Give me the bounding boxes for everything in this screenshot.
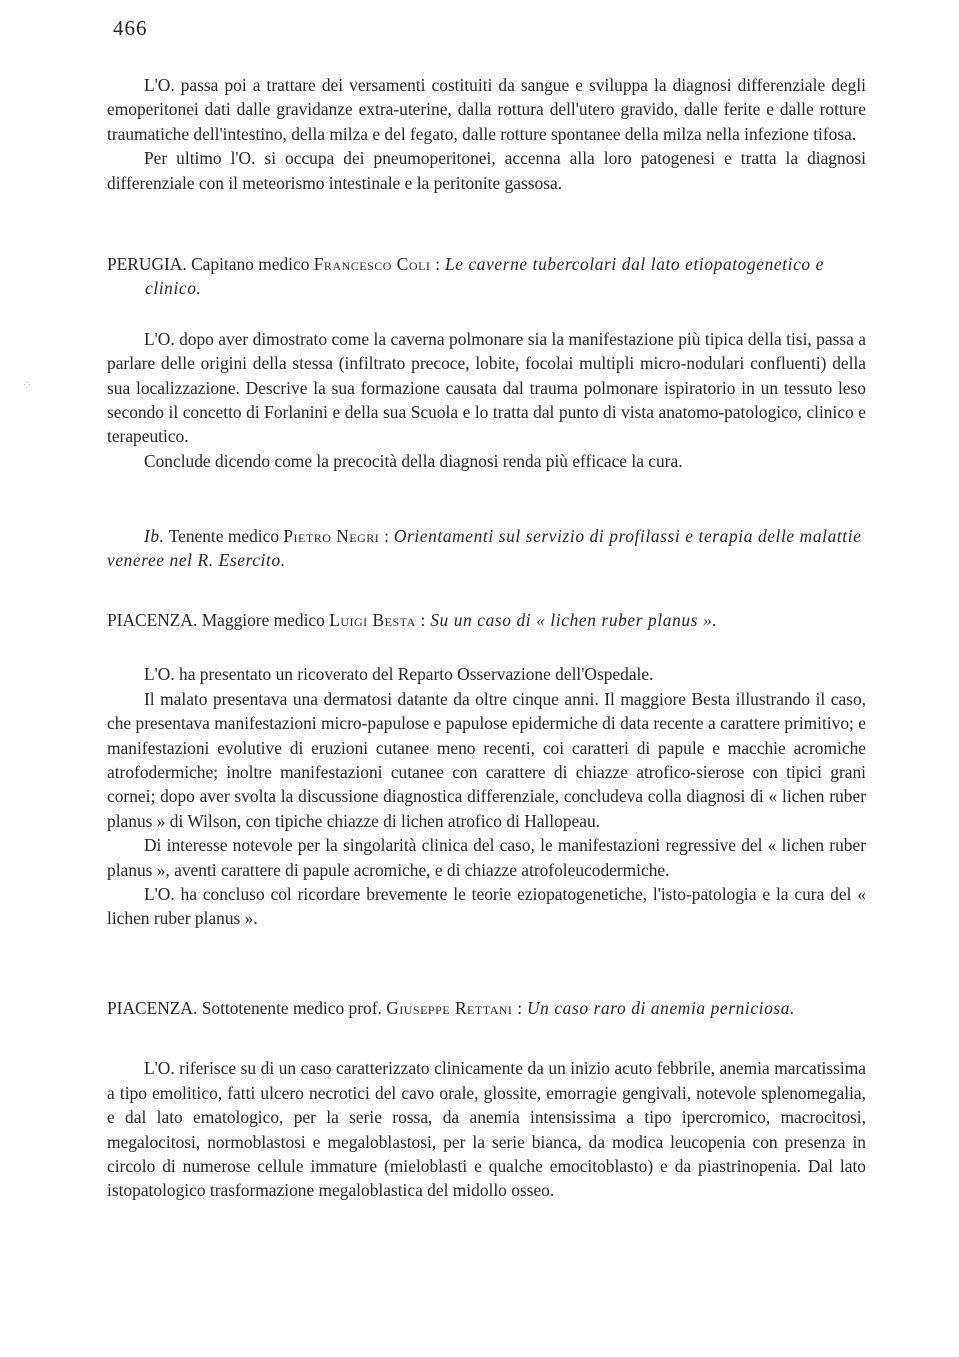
- section-ib: [107, 524, 866, 573]
- entry-title: Un caso raro di anemia perniciosa.: [526, 998, 795, 1018]
- section-perugia: [107, 252, 866, 473]
- entry-city: PIACENZA.: [107, 610, 198, 630]
- entry-title: Le caverne tubercolari dal lato etiopatogenetico e clinico.: [145, 254, 824, 299]
- paragraph: Il malato presentava una dermatosi datante da oltre cinque anni. Il maggiore Besta illustrando il caso, che presentava manifestazioni micro-papulose e papulose epidermiche di data recente a carattere primitivo; e manifestazioni evolutive di eruzioni cutanee meno recenti, coi caratteri di papule e macchie acromiche atrofodermiche; inoltre manifestazioni cutanee con carattere di chiazze atrofico-sierose con tipici grani cornei; dopo aver svolta la discussione diagnostica differenziale, concludeva colla diagnosi di « lichen ruber planus » di Wilson, con tipiche chiazze di lichen atrofico di Hallopeau.: [107, 688, 866, 831]
- paragraph: L'O. ha presentato un ricoverato del Reparto Osservazione dell'Ospedale.: [144, 664, 654, 685]
- entry-title: Su un caso di « lichen ruber planus ».: [430, 610, 718, 630]
- entry-heading: [107, 996, 866, 1020]
- entry-city: PERUGIA.: [107, 254, 187, 274]
- paragraph: L'O. ha concluso col ricordare brevemente le teorie eziopatogenetiche, l'isto-patologia e la cura del « lichen ruber planus ».: [107, 884, 866, 929]
- paragraph: L'O. riferisce su di un caso caratterizzato clinicamente da un inizio acuto febbrile, anemia marcatissima a tipo emolitico, fatti ulcero necrotici del cavo orale, glossite, emorragie gengivali, notevole splenomegalia, e dal lato ematologico, per la serie rossa, da anemia intensissima a tipo ipercromico, macrocitosi, megalocitosi, normoblastosi e megaloblastosi, per la serie bianca, da modica leucopenia con presenza in circolo di numerose cellule immature (mieloblasti e qualche emocitoblasto) e da piastrinopenia. Dal lato istopatologico trasformazione megaloblastica del midollo osseo.: [107, 1058, 866, 1201]
- entry-heading: [107, 252, 866, 301]
- entry-author: Luigi Besta :: [329, 610, 426, 630]
- paragraph: Di interesse notevole per la singolarità clinica del caso, le manifestazioni regressive del « lichen ruber planus », aventi carattere di papule acromiche, e di chiazze atrofoleucodermiche.: [107, 835, 866, 880]
- section-piacenza-besta: [107, 608, 866, 931]
- entry-title: Orientamenti sul servizio di profilassi e terapia delle malattie veneree nel R. Esercito.: [107, 526, 862, 571]
- paragraph: L'O. passa poi a trattare dei versamenti costituiti da sangue e sviluppa la diagnosi differenziale degli emoperitonei dati dalle gravidanze extra-uterine, dalla rottura dell'utero gravido, dalle ferite e dalle rotture traumatiche dell'intestino, della milza e del fegato, dalle rotture spontanee della milza nella infezione tifosa.: [107, 75, 866, 144]
- entry-city: PIACENZA.: [107, 998, 198, 1018]
- entry-role: Tenente medico: [168, 526, 280, 546]
- entry-author: Giuseppe Rettani :: [386, 998, 523, 1018]
- margin-mark: ⁘: [22, 378, 33, 392]
- paragraph: Conclude dicendo come la precocità della diagnosi renda più efficace la cura.: [144, 450, 683, 471]
- section-piacenza-rettani: [107, 996, 866, 1203]
- entry-author: Pietro Negri :: [283, 526, 390, 546]
- entry-role: Sottotenente medico prof.: [201, 998, 382, 1018]
- entry-city: Ib.: [144, 526, 165, 546]
- paragraph: Per ultimo l'O. si occupa dei pneumoperitonei, accenna alla loro patogenesi e tratta la diagnosi differenziale con il meteorismo intestinale e la peritonite gassosa.: [107, 148, 866, 193]
- entry-heading: [107, 524, 866, 573]
- entry-role: Maggiore medico: [201, 610, 325, 630]
- entry-heading: [107, 608, 866, 632]
- page-number: 466: [113, 16, 148, 40]
- section-emoperitonei: [107, 73, 866, 195]
- entry-role: Capitano medico: [191, 254, 310, 274]
- paragraph: L'O. dopo aver dimostrato come la caverna polmonare sia la manifestazione più tipica della tisi, passa a parlare delle origini della stessa (infiltrato precoce, lobite, focolai multipli micro-nodulari confluenti) della sua localizzazione. Descrive la sua formazione causata dal trauma polmonare ispiratorio in un tessuto leso secondo il concetto di Forlanini e della sua Scuola e lo tratta dal punto di vista anatomo-patologico, clinico e terapeutico.: [107, 328, 866, 447]
- entry-author: Francesco Coli :: [313, 254, 441, 274]
